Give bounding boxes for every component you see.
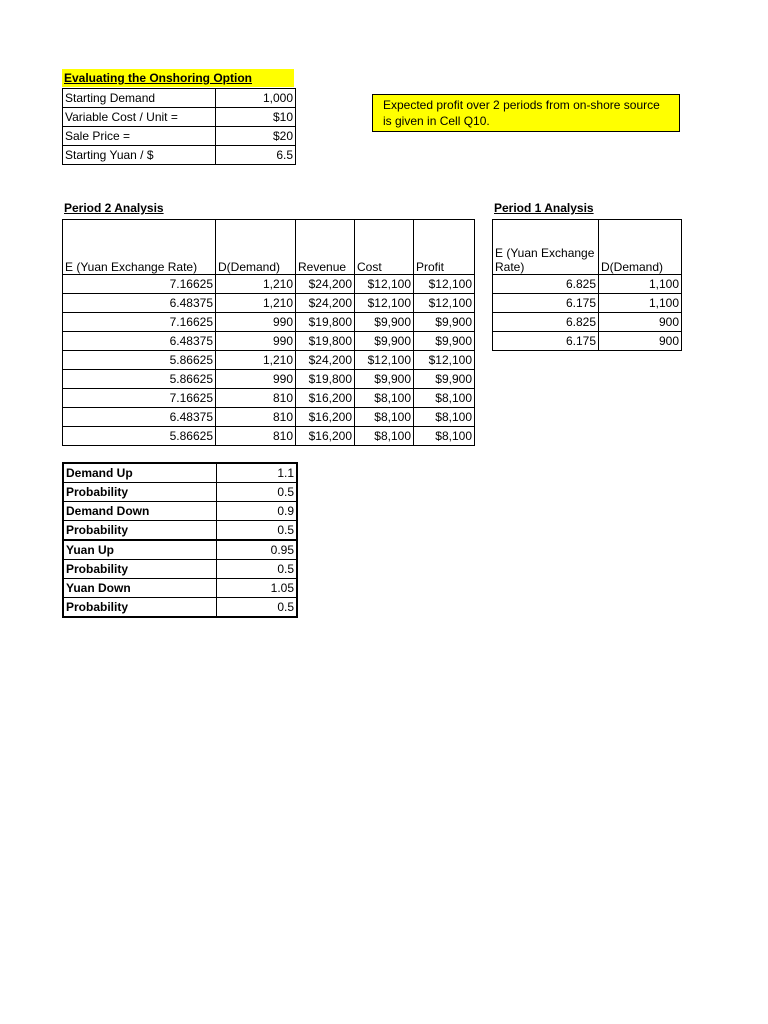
param-value[interactable]: 1.1 [217,463,298,483]
param-row [63,560,297,579]
input-label[interactable]: Starting Demand [63,89,216,108]
param-row [63,463,297,483]
cell-exchange-rate[interactable]: 5.86625 [63,370,216,389]
table-row [63,294,475,313]
header-profit[interactable]: Profit [414,220,475,275]
cell-exchange-rate[interactable]: 6.48375 [63,332,216,351]
cell-revenue[interactable]: $19,800 [296,313,355,332]
cell-demand[interactable]: 990 [216,313,296,332]
input-label[interactable]: Starting Yuan / $ [63,146,216,165]
param-value[interactable]: 1.05 [217,579,298,598]
table-row [493,275,682,294]
param-label[interactable]: Probability [63,483,217,502]
cell-demand[interactable]: 810 [216,408,296,427]
cell-demand[interactable]: 1,100 [599,294,682,313]
cell-exchange-rate[interactable]: 6.48375 [63,294,216,313]
table-row [63,275,475,294]
table-row [63,408,475,427]
param-row [63,483,297,502]
cell-cost[interactable]: $8,100 [355,389,414,408]
input-row [63,89,296,108]
header-exchange-rate[interactable]: E (Yuan Exchange Rate) [493,220,599,275]
cell-profit[interactable]: $9,900 [414,332,475,351]
table-row [63,332,475,351]
cell-exchange-rate[interactable]: 5.86625 [63,427,216,446]
cell-demand[interactable]: 1,210 [216,294,296,313]
cell-demand[interactable]: 900 [599,313,682,332]
cell-revenue[interactable]: $24,200 [296,275,355,294]
onshoring-title: Evaluating the Onshoring Option [62,69,294,87]
param-value[interactable]: 0.5 [217,598,298,618]
cell-profit[interactable]: $12,100 [414,351,475,370]
header-revenue[interactable]: Revenue [296,220,355,275]
cell-profit[interactable]: $12,100 [414,294,475,313]
cell-exchange-rate[interactable]: 6.175 [493,332,599,351]
cell-cost[interactable]: $8,100 [355,427,414,446]
input-row [63,146,296,165]
table-row [63,313,475,332]
param-value[interactable]: 0.5 [217,483,298,502]
input-label[interactable]: Variable Cost / Unit = [63,108,216,127]
input-value[interactable]: 6.5 [216,146,296,165]
param-value[interactable]: 0.5 [217,560,298,579]
param-label[interactable]: Demand Up [63,463,217,483]
param-row [63,598,297,618]
header-exchange-rate[interactable]: E (Yuan Exchange Rate) [63,220,216,275]
period1-header-row [493,220,682,275]
cell-demand[interactable]: 810 [216,389,296,408]
cell-profit[interactable]: $8,100 [414,408,475,427]
cell-exchange-rate[interactable]: 6.48375 [63,408,216,427]
cell-cost[interactable]: $12,100 [355,275,414,294]
header-demand[interactable]: D(Demand) [599,220,682,275]
cell-profit[interactable]: $9,900 [414,313,475,332]
param-label[interactable]: Probability [63,598,217,618]
cell-profit[interactable]: $8,100 [414,427,475,446]
cell-demand[interactable]: 990 [216,370,296,389]
cell-demand[interactable]: 990 [216,332,296,351]
table-row [63,370,475,389]
table-row [63,351,475,370]
cell-cost[interactable]: $12,100 [355,294,414,313]
cell-revenue[interactable]: $19,800 [296,332,355,351]
cell-cost[interactable]: $12,100 [355,351,414,370]
input-value[interactable]: 1,000 [216,89,296,108]
input-row [63,108,296,127]
cell-demand[interactable]: 1,100 [599,275,682,294]
param-value[interactable]: 0.5 [217,521,298,541]
param-value[interactable]: 0.9 [217,502,298,521]
table-row [63,389,475,408]
table-row [493,332,682,351]
cell-cost[interactable]: $9,900 [355,370,414,389]
expected-profit-note: Expected profit over 2 periods from on-shore source is given in Cell Q10. [372,94,680,132]
input-label[interactable]: Sale Price = [63,127,216,146]
cell-cost[interactable]: $9,900 [355,313,414,332]
cell-revenue[interactable]: $16,200 [296,427,355,446]
cell-exchange-rate[interactable]: 6.825 [493,313,599,332]
period2-header-row [63,220,475,275]
cell-exchange-rate[interactable]: 6.825 [493,275,599,294]
cell-demand[interactable]: 810 [216,427,296,446]
cell-exchange-rate[interactable]: 7.16625 [63,275,216,294]
cell-revenue[interactable]: $24,200 [296,294,355,313]
parameters-table [62,462,298,618]
input-value[interactable]: $20 [216,127,296,146]
table-row [493,313,682,332]
period1-table [492,219,682,351]
cell-revenue[interactable]: $16,200 [296,408,355,427]
table-row [63,427,475,446]
param-label[interactable]: Demand Down [63,502,217,521]
cell-revenue[interactable]: $19,800 [296,370,355,389]
cell-demand[interactable]: 900 [599,332,682,351]
param-label[interactable]: Probability [63,560,217,579]
cell-exchange-rate[interactable]: 7.16625 [63,313,216,332]
onshoring-inputs-table [62,88,296,165]
input-row [63,127,296,146]
param-row [63,521,297,541]
period2-table [62,219,475,446]
cell-profit[interactable]: $9,900 [414,370,475,389]
cell-demand[interactable]: 1,210 [216,351,296,370]
header-cost[interactable]: Cost [355,220,414,275]
input-value[interactable]: $10 [216,108,296,127]
cell-revenue[interactable]: $16,200 [296,389,355,408]
cell-profit[interactable]: $12,100 [414,275,475,294]
cell-demand[interactable]: 1,210 [216,275,296,294]
param-label[interactable]: Yuan Down [63,579,217,598]
cell-exchange-rate[interactable]: 6.175 [493,294,599,313]
cell-exchange-rate[interactable]: 5.86625 [63,351,216,370]
cell-cost[interactable]: $8,100 [355,408,414,427]
period1-title: Period 1 Analysis [494,201,594,215]
cell-exchange-rate[interactable]: 7.16625 [63,389,216,408]
cell-profit[interactable]: $8,100 [414,389,475,408]
param-label[interactable]: Yuan Up [63,540,217,560]
param-value[interactable]: 0.95 [217,540,298,560]
param-row [63,579,297,598]
header-demand[interactable]: D(Demand) [216,220,296,275]
period2-title: Period 2 Analysis [64,201,164,215]
table-row [493,294,682,313]
cell-revenue[interactable]: $24,200 [296,351,355,370]
param-row [63,540,297,560]
cell-cost[interactable]: $9,900 [355,332,414,351]
param-label[interactable]: Probability [63,521,217,541]
param-row [63,502,297,521]
